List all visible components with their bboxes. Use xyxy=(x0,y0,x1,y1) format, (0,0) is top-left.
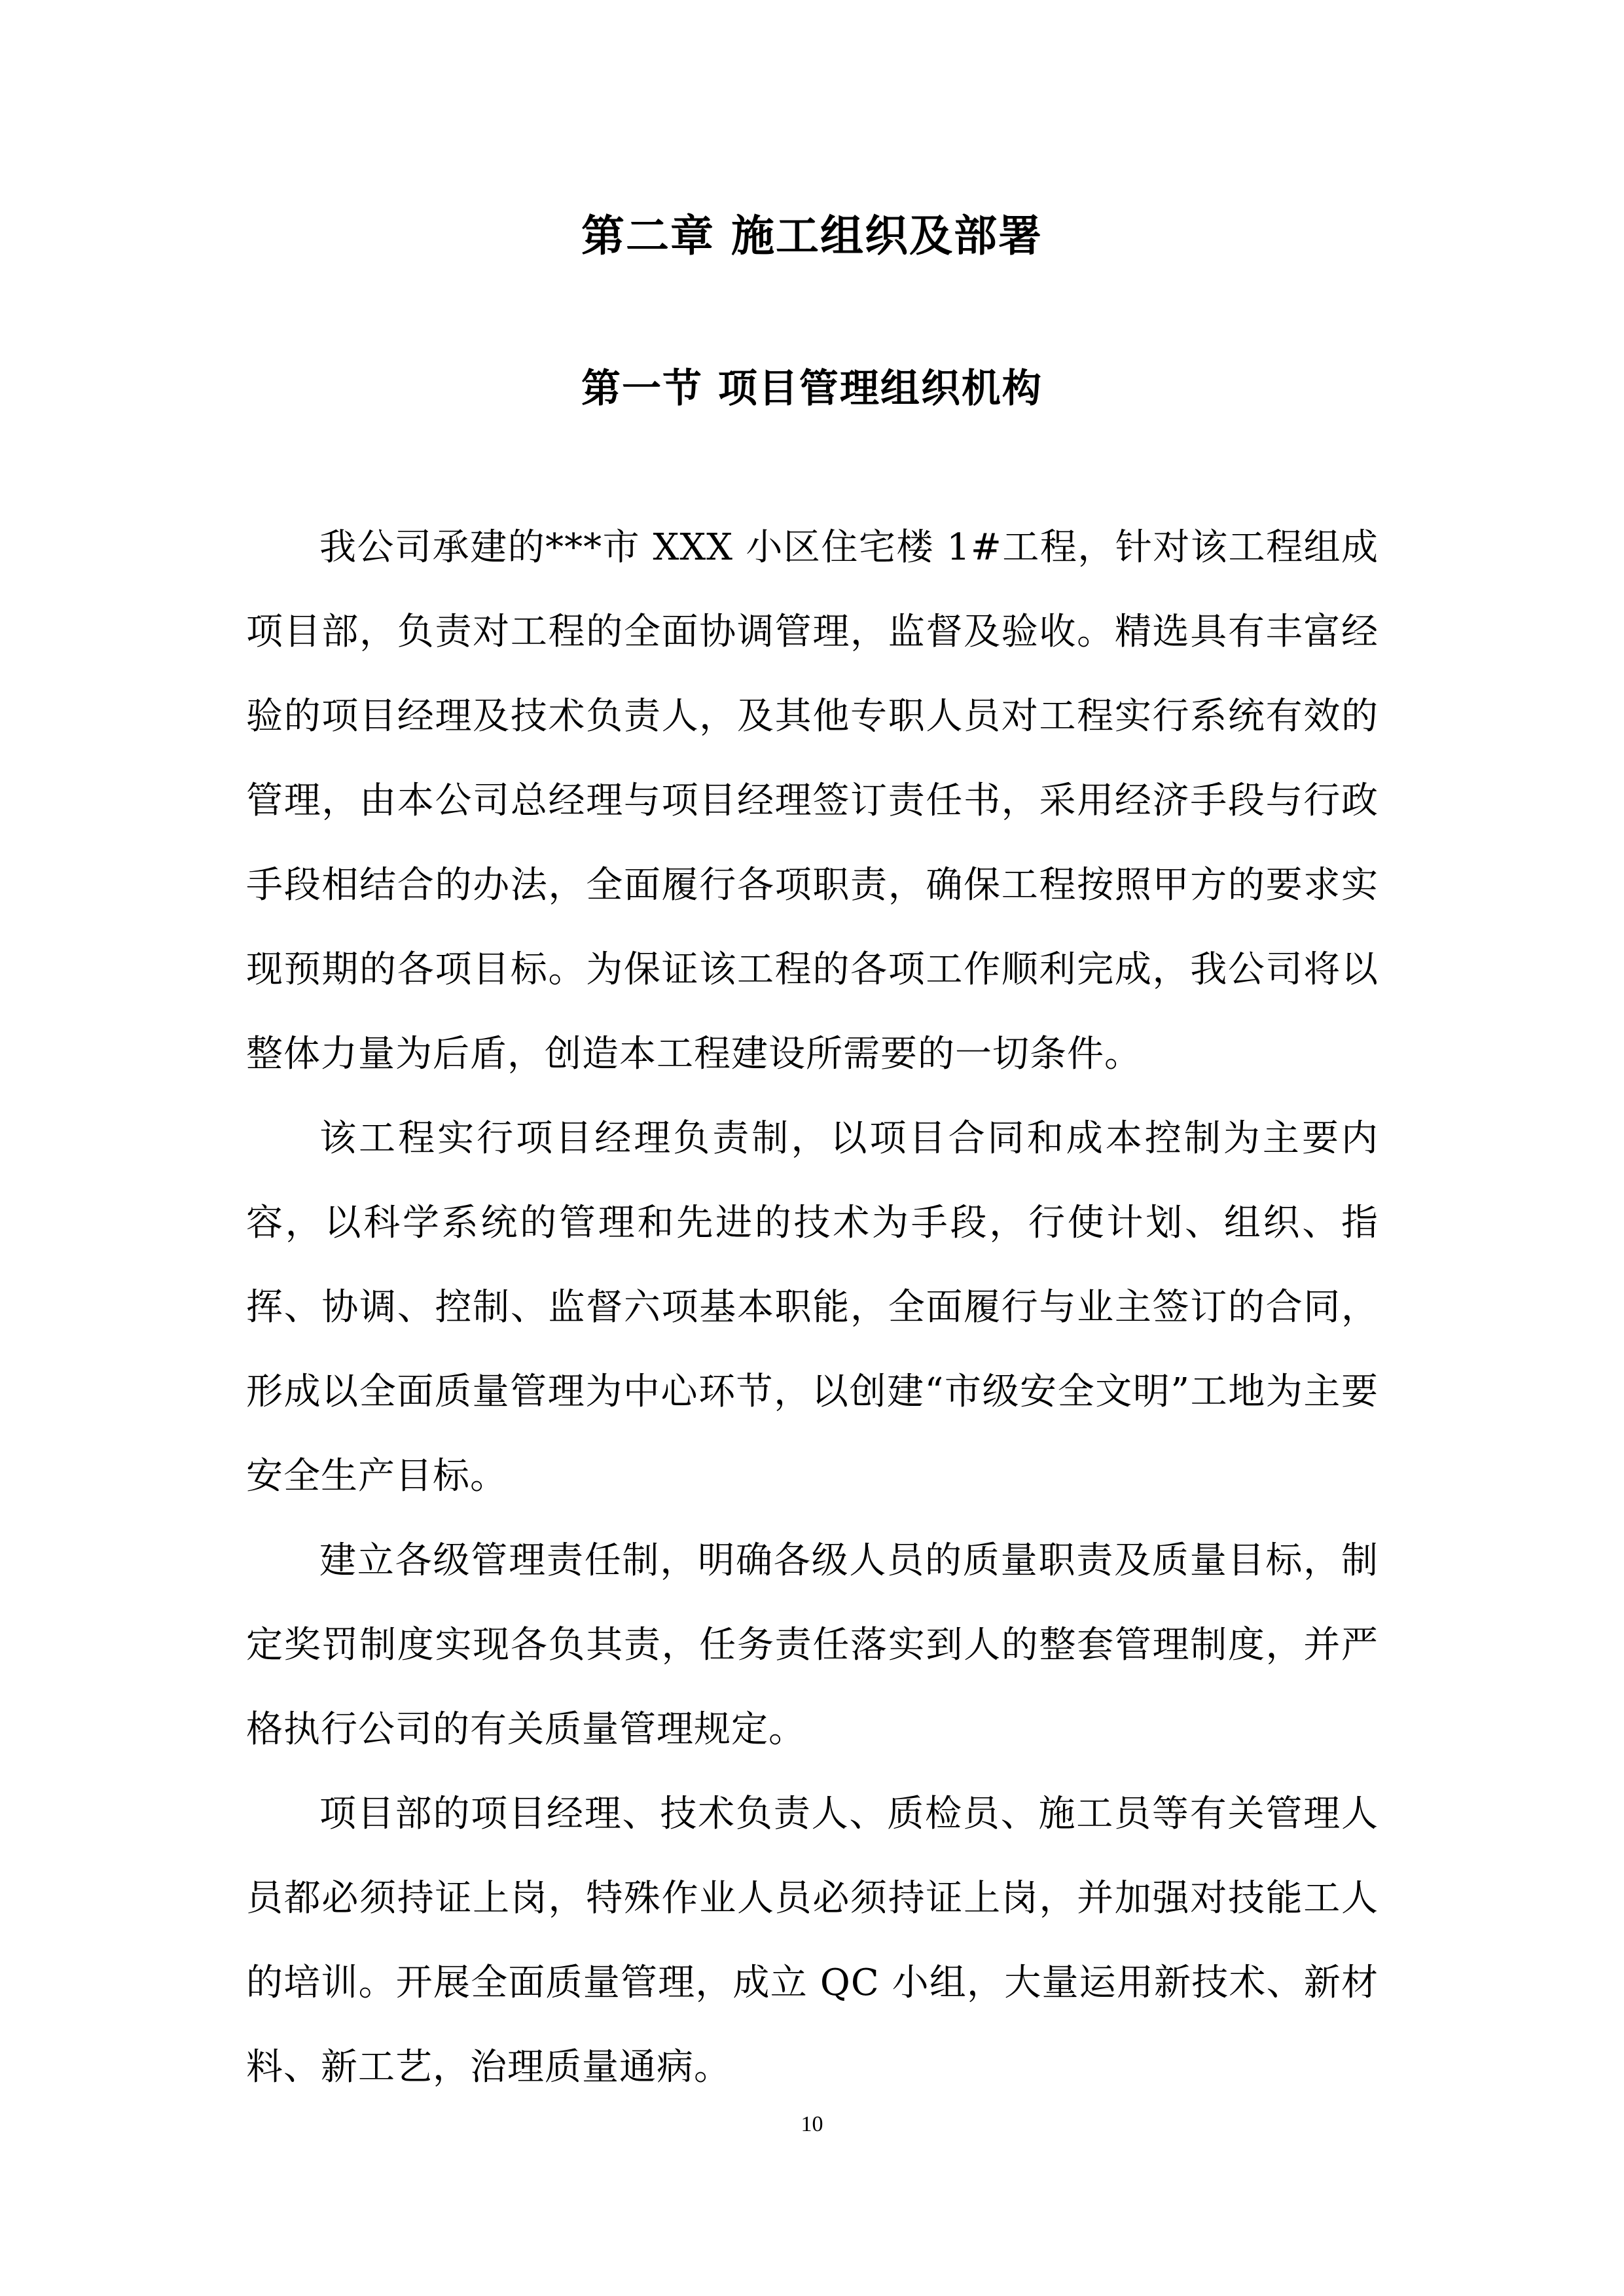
section-title: 第一节 项目管理组织机构 xyxy=(581,366,1043,412)
chapter-title: 第二章 施工组织及部署 xyxy=(581,211,1043,261)
paragraph-project-overview: 我公司承建的***市 XXX 小区住宅楼 1#工程，针对该工程组成项目部，负责对工程的全面协调管理，监督及验收。精选具有丰富经验的项目经理及技术负责人，及其他专职人员对工程实行系统有效的管理，由本公司总经理与项目经理签订责任书，采用经济手段与行政手段相结合的办法，全面履行各项职责，确保工程按照甲方的要求实现预期的各项目标。为保证该工程的各项工作顺利完成，我公司将以整体力量为后盾，创造本工程建设所需要的一切条件。 xyxy=(246,526,1379,1075)
paragraph-certification-training: 项目部的项目经理、技术负责人、质检员、施工员等有关管理人员都必须持证上岗，特殊作业人员必须持证上岗，并加强对技能工人的培训。开展全面质量管理，成立 QC 小组，大量运用新技术、新材料、新工艺，治理质量通病。 xyxy=(246,1793,1379,2089)
page-number: 10 xyxy=(801,2112,823,2136)
paragraph-manager-responsibility: 该工程实行项目经理负责制，以项目合同和成本控制为主要内容，以科学系统的管理和先进的技术为手段，行使计划、组织、指挥、协调、控制、监督六项基本职能，全面履行与业主签订的合同，形成以全面质量管理为中心环节，以创建“市级安全文明”工地为主要安全生产目标。 xyxy=(246,1117,1379,1498)
body-text xyxy=(246,505,1379,2109)
paragraph-responsibility-system: 建立各级管理责任制，明确各级人员的质量职责及质量目标，制定奖罚制度实现各负其责，任务责任落实到人的整套管理制度，并严格执行公司的有关质量管理规定。 xyxy=(246,1539,1379,1751)
